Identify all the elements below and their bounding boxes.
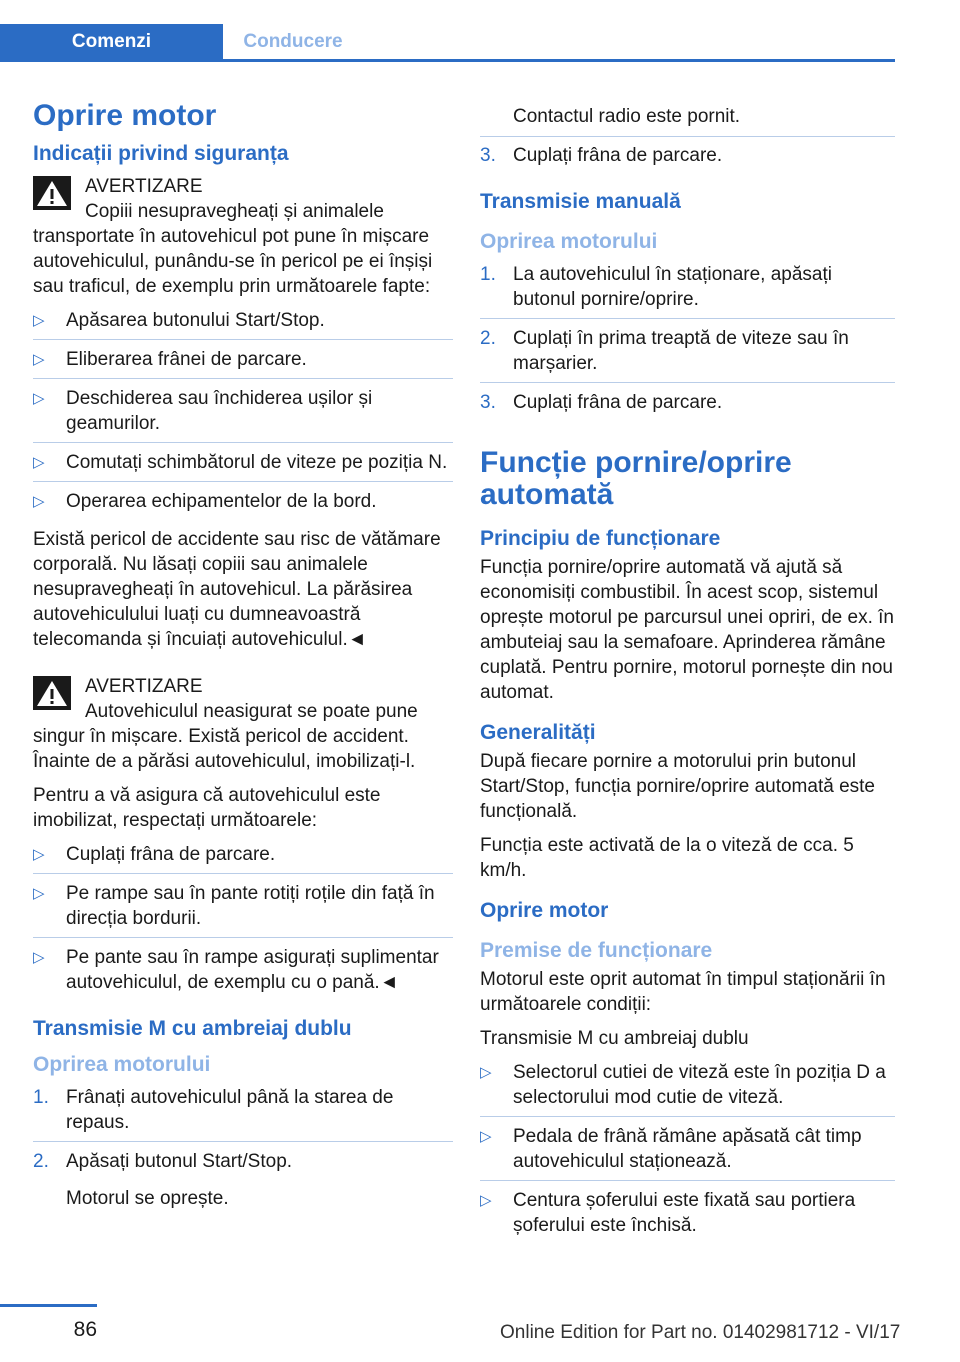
manual-heading: Transmisie manuală [480, 190, 681, 213]
step-item: 1. La autovehiculul în staționare, apăsați butonul pornire/oprire. [480, 262, 895, 319]
warning2-bullet-list [33, 842, 453, 1001]
page-title: Oprire motor [33, 99, 217, 132]
warning1-conclusion: Există pericol de accidente sau risc de vătămare corporală. Nu lăsați copiii sau animalele nesupravegheați în autovehicul. La părăsirea autovehiculului luați cu dumneavoastră telecomanda și încuiați autovehiculul.◄ [33, 529, 441, 650]
general-text-1: După fiecare pornire a motorului prin butonul Start/Stop, funcția pornire/oprire automată este funcțională. [480, 751, 875, 822]
bullet-icon: ▷ [33, 493, 45, 510]
list-item: ▷ Pedala de frână rămâne apăsată cât timp autovehiculul staționează. [480, 1124, 895, 1181]
left-column [33, 98, 453, 1218]
page-number: 86 [73, 1318, 97, 1341]
premise-heading: Premise de funcționare [480, 939, 713, 962]
bullet-icon: ▷ [33, 885, 45, 902]
manual-stop-heading: Oprirea motorului [480, 230, 658, 253]
right-column [480, 104, 895, 1251]
section-tabs [0, 24, 895, 62]
warning-first-line: Copiii nesupravegheați și animalele [85, 201, 384, 222]
tab-comenzi[interactable]: Comenzi [0, 24, 223, 62]
bullet-icon: ▷ [33, 949, 45, 966]
step-item: 3. Cuplați frâna de parcare. [480, 392, 723, 413]
safety-heading: Indicații privind siguranța [33, 142, 289, 165]
bullet-icon: ▷ [33, 351, 45, 368]
tab-conducere[interactable]: Conducere [243, 31, 343, 52]
list-item: ▷ Comutați schimbătorul de viteze pe poziția N. [33, 450, 453, 482]
bullet-icon: ▷ [480, 1064, 492, 1081]
principle-text: Funcția pornire/oprire automată vă ajută să economisiți combustibil. În acest scop, sistemul oprește motorul pe parcursul unei opriri, de ex. în ambuteiaj sau la semafoare. Aprinderea rămâne cuplată. Pentru pornire, motorul pornește din nou automat. [480, 557, 894, 703]
bullet-icon: ▷ [33, 454, 45, 471]
bullet-icon: ▷ [33, 390, 45, 407]
list-item: ▷ Pe pante sau în rampe asigurați suplimentar autovehiculul, de exemplu cu o pană.◄ [33, 947, 439, 993]
manual-steps [480, 262, 895, 421]
list-item: ▷ Deschiderea sau închiderea ușilor și geamurilor. [33, 386, 453, 443]
list-item: ▷ Cuplați frâna de parcare. [33, 842, 453, 874]
bullet-icon: ▷ [33, 312, 45, 329]
dct-heading: Transmisie M cu ambreiaj dublu [33, 1017, 352, 1040]
step-continuation: Motorul se oprește. [66, 1188, 229, 1209]
auto-start-stop-title: Funcție pornire/oprire automată [480, 446, 792, 511]
list-item: ▷ Operarea echipamentelor de la bord. [33, 491, 377, 512]
warning-label: AVERTIZARE [85, 676, 203, 697]
bullet-icon: ▷ [480, 1192, 492, 1209]
warning-body: transportate în autovehicul pot pune în mișcare autovehiculul, punându-se în pericol pe ei înșiși sau traficul, de exemplu prin următoarele fapte: [33, 226, 433, 297]
general-heading: Generalități [480, 721, 596, 744]
warning-block-1 [33, 174, 453, 299]
step-continuation: Contactul radio este pornit. [513, 106, 741, 127]
premise-subheading: Transmisie M cu ambreiaj dublu [480, 1028, 749, 1049]
warning-body: singur în mișcare. Există pericol de accident. Înainte de a părăsi autovehiculul, imobilizați-l. [33, 726, 416, 772]
principle-heading: Principiu de funcționare [480, 527, 721, 550]
bullet-icon: ▷ [33, 846, 45, 863]
dct-steps [33, 1085, 453, 1180]
general-text-2: Funcția este activată de la o viteză de cca. 5 km/h. [480, 835, 854, 881]
edition-note: Online Edition for Part no. 01402981712 - VI/17 [500, 1322, 901, 1343]
bullet-icon: ▷ [480, 1128, 492, 1145]
warning-label: AVERTIZARE [85, 176, 203, 197]
warning-triangle-icon [33, 176, 71, 210]
premise-bullet-list [480, 1060, 895, 1244]
dct-steps-continued [480, 136, 895, 174]
footer-rule [0, 1304, 97, 1307]
step-item: 1. Frânați autovehiculul până la starea de repaus. [33, 1085, 453, 1142]
premise-text: Motorul este oprit automat în timpul staționării în următoarele condiții: [480, 969, 886, 1015]
warning-triangle-icon [33, 676, 71, 710]
warning-block-2 [33, 674, 453, 774]
list-item: ▷ Apăsarea butonului Start/Stop. [33, 308, 453, 340]
stop-heading: Oprire motor [480, 899, 609, 922]
list-item: ▷ Selectorul cutiei de viteză este în poziția D a selectorului mod cutie de viteză. [480, 1060, 895, 1117]
stop-engine-heading: Oprirea motorului [33, 1053, 211, 1076]
warning2-intro: Pentru a vă asigura că autovehiculul este imobilizat, respectați următoarele: [33, 785, 381, 831]
list-item: ▷ Centura șoferului este fixată sau portiera șoferului este închisă. [480, 1190, 856, 1236]
list-item: ▷ Eliberarea frânei de parcare. [33, 347, 453, 379]
step-item: 3. Cuplați frâna de parcare. [480, 145, 723, 166]
list-item: ▷ Pe rampe sau în pante rotiți roțile din față în direcția bordurii. [33, 881, 453, 938]
warning1-bullet-list [33, 308, 453, 520]
header-rule [0, 59, 895, 62]
step-item: 2. Apăsați butonul Start/Stop. [33, 1151, 293, 1172]
step-item: 2. Cuplați în prima treaptă de viteze sau în marșarier. [480, 326, 895, 383]
warning-first-line: Autovehiculul neasigurat se poate pune [85, 701, 418, 722]
